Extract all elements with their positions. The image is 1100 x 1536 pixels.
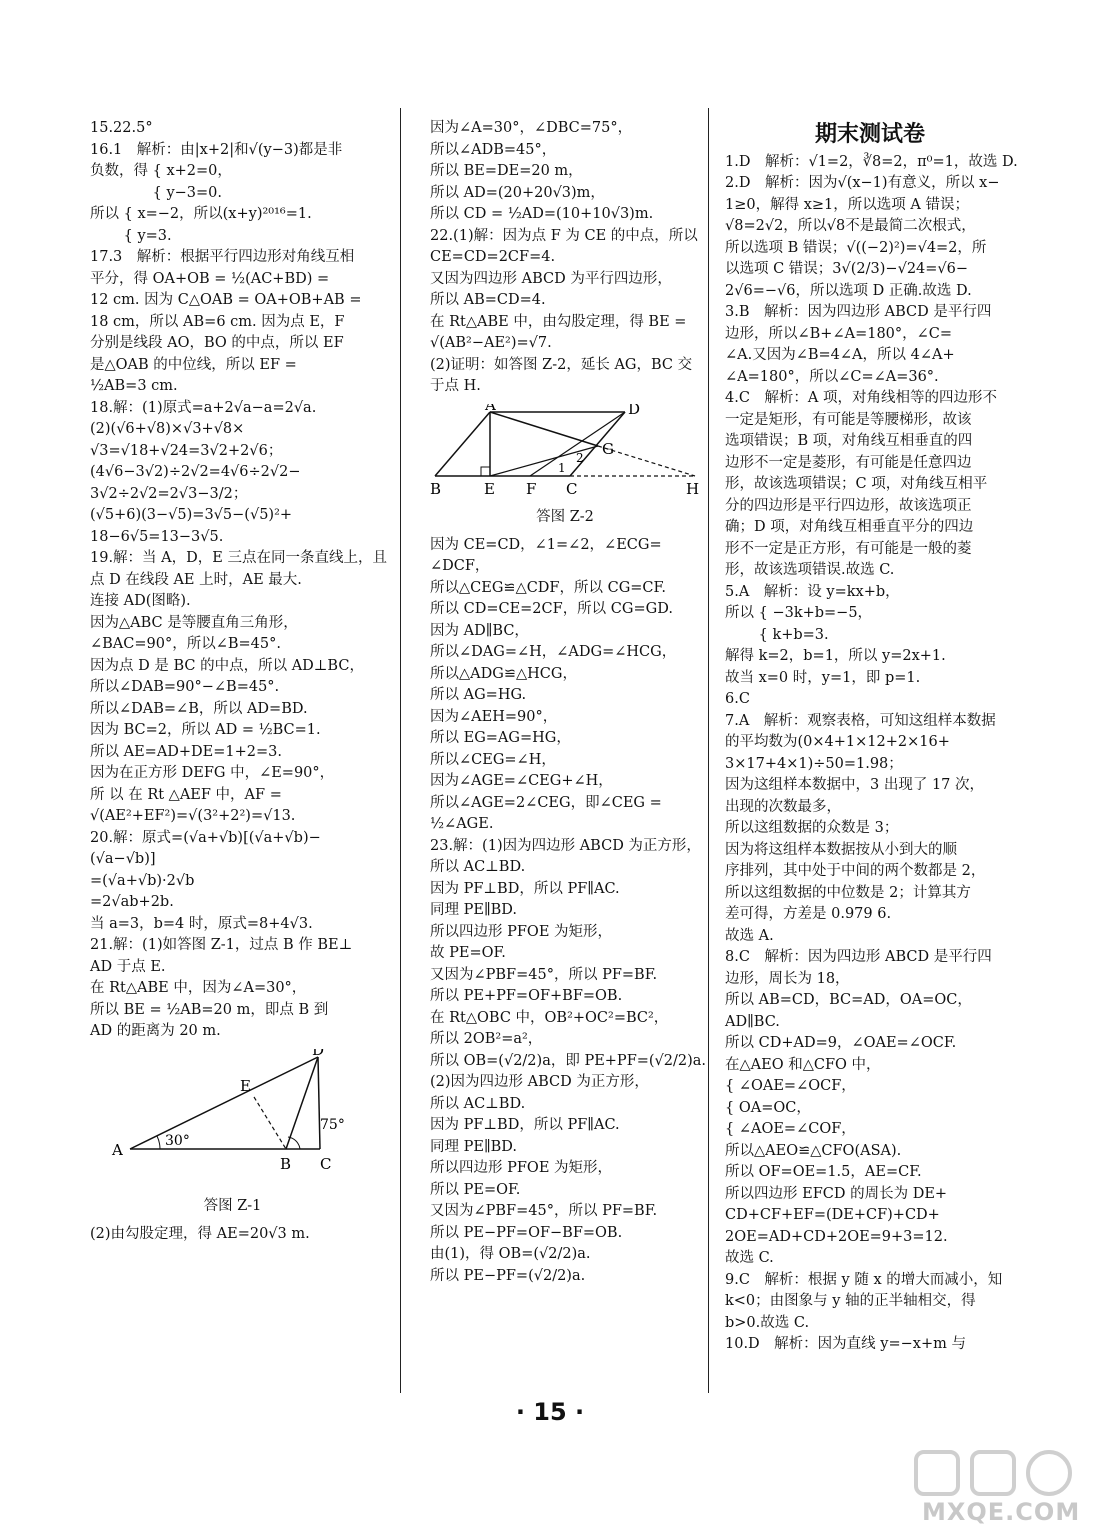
- col2-after-line: 所以△ADG≌△HCG，: [430, 665, 577, 682]
- col1-line: 所以 BE = ½AB=20 m，即点 B 到: [90, 1001, 329, 1018]
- middle-column: [430, 118, 707, 1287]
- col3-line: 所以这组数据的中位数是 2；计算其方: [725, 884, 971, 901]
- col3-line: 5.A 解析：设 y=kx+b，: [725, 583, 900, 600]
- col1-line: ½AB=3 cm.: [90, 378, 178, 394]
- col3-line: AD∥BC.: [725, 1013, 780, 1030]
- col2-after-line: 因为 AD∥BC，: [430, 622, 529, 639]
- col3-line: b>0.故选 C.: [725, 1314, 810, 1331]
- col2-after-line: 所以 AC⊥BD.: [430, 859, 526, 875]
- col1-line: 12 cm. 因为 C△OAB = OA+OB+AB =: [90, 292, 362, 308]
- col1-line: 15.22.5°: [90, 120, 153, 136]
- figure-z1-caption: 答图 Z-1: [203, 1198, 262, 1214]
- col3-line: 3×17+4×1)÷50=1.98；: [725, 755, 903, 772]
- col1-line: 20.解：原式=(√a+√b)[(√a+√b)−: [90, 829, 321, 846]
- col2-line: 所以 AD=(20+20√3)m，: [430, 184, 605, 201]
- col3-line: 边形，周长为 18，: [725, 970, 850, 987]
- col2-after-line: 故 PE=OF.: [430, 945, 506, 961]
- col3-line: 故选 C.: [725, 1250, 774, 1266]
- col3-line: 差可得，方差是 0.979 6.: [725, 906, 892, 922]
- col1-line: 17.3 解析：根据平行四边形对角线互相: [90, 249, 355, 265]
- col1-line: 19.解：当 A，D，E 三点在同一条直线上，且: [90, 550, 387, 566]
- col3-line: 8.C 解析：因为四边形 ABCD 是平行四: [725, 949, 992, 965]
- col1-line: 因为点 D 是 BC 的中点，所以 AD⊥BC，: [90, 657, 364, 674]
- col3-line: 2.D 解析：因为√(x−1)有意义，所以 x−: [725, 175, 1000, 191]
- col1-line: (2)(√6+√8)×√3+√8×: [90, 421, 245, 437]
- col3-line: 因为这组样本数据中，3 出现了 17 次，: [725, 777, 985, 793]
- col3-line: 选项错误；B 项，对角线互相垂直的四: [725, 433, 973, 449]
- col3-line: 分的四边形是平行四边形，故该选项正: [725, 497, 972, 514]
- col1-line: (√a−√b)]: [90, 851, 156, 867]
- col2-after-line: 因为∠AGE=∠CEG+∠H，: [430, 773, 613, 789]
- col1-line: 负数，得 { x+2=0，: [90, 163, 232, 179]
- col3-line: 1.D 解析：√1=2，∛8=2，π⁰=1，故选 D.: [725, 153, 1018, 170]
- col2-line: 所以∠ADB=45°，: [430, 141, 557, 158]
- col2-after-line: 所以∠DAG=∠H，∠ADG=∠HCG，: [430, 644, 677, 660]
- col2-after-line: 所以 AC⊥BD.: [430, 1095, 526, 1112]
- col1-line: 18 cm，所以 AB=6 cm. 因为点 E，F: [90, 313, 345, 330]
- col2-after-line: 所以∠AGE=2∠CEG，即∠CEG =: [430, 794, 662, 811]
- col3-line: 确；D 项，对角线互相垂直平分的四边: [725, 519, 974, 535]
- col3-line: 所以四边形 EFCD 的周长为 DE+: [725, 1185, 948, 1202]
- col3-line: √8=2√2，所以√8不是最简二次根式，: [725, 218, 976, 234]
- col3-line: 以选项 C 错误；3√(2/3)−√24=√6−: [725, 261, 969, 277]
- col2-after-line: 同理 PE∥BD.: [430, 902, 518, 918]
- col2-after-line: (2)因为四边形 ABCD 为正方形，: [430, 1074, 649, 1090]
- col1-line: =2√ab+2b.: [90, 894, 174, 910]
- watermark-text: MXQE.COM: [922, 1498, 1081, 1526]
- col2-line: 22.(1)解：因为点 F 为 CE 的中点，所以: [430, 227, 698, 244]
- col1-line: √(AE²+EF²)=√(3²+2²)=√13.: [90, 808, 296, 824]
- col1-line: 3√2÷2√2=2√3−3/2；: [90, 485, 248, 502]
- fig2-label-f: F: [526, 479, 537, 498]
- col2-line: 所以 BE=DE=20 m，: [430, 163, 583, 179]
- col1-line: AD 的距离为 20 m.: [90, 1023, 221, 1039]
- col3-line: 所以选项 B 错误；√((−2)²)=√4=2，所: [725, 239, 987, 256]
- col2-after-line: 由(1)，得 OB=(√2/2)a.: [430, 1246, 591, 1262]
- col1-line: ∠BAC=90°，所以∠B=45°.: [90, 636, 281, 652]
- col3-line: 边形不一定是菱形，有可能是任意四边: [725, 454, 972, 471]
- col1-line: 因为 BC=2，所以 AD = ½BC=1.: [90, 722, 321, 738]
- col3-line: 所以△AEO≌△CFO(ASA).: [725, 1142, 902, 1159]
- figure-z1: [90, 1049, 375, 1218]
- fig2-angle-2: 2: [576, 450, 584, 465]
- col1-line: 18−6√5=13−3√5.: [90, 528, 224, 545]
- col1-line: 所以∠DAB=90°−∠B=45°.: [90, 679, 280, 695]
- fig1-label-a: A: [112, 1140, 123, 1159]
- col1-line: 18.解：(1)原式=a+2√a−a=2√a.: [90, 399, 317, 416]
- col3-line: { ∠OAE=∠OCF，: [725, 1078, 856, 1094]
- watermark-glyph-icon: [912, 1448, 1082, 1498]
- col3-line: ∠A=180°，所以∠C=∠A=36°.: [725, 368, 939, 385]
- col3-line: 所以 CD+AD=9，∠OAE=∠OCF.: [725, 1035, 957, 1051]
- col3-line: 因为将这组样本数据按从小到大的顺: [725, 841, 957, 858]
- col3-line: 4.C 解析：A 项，对角线相等的四边形不: [725, 390, 998, 406]
- col1-line: (√5+6)(3−√5)=3√5−(√5)²+: [90, 507, 293, 523]
- fig2-label-c: C: [566, 479, 578, 498]
- col1-line: { y−3=0.: [90, 184, 222, 201]
- col3-line: 形，故该选项错误.故选 C.: [725, 562, 895, 578]
- col2-line: 于点 H.: [430, 378, 481, 394]
- col2-after-line: 所以 EG=AG=HG，: [430, 730, 571, 746]
- col3-line: { k+b=3.: [725, 626, 829, 643]
- col2-after-line: 所以 OB=(√2/2)a，即 PE+PF=(√2/2)a.: [430, 1052, 707, 1069]
- figure-z2-diagram: [430, 404, 700, 500]
- col3-line: 所以 AB=CD，BC=AD，OA=OC，: [725, 992, 972, 1008]
- fig2-label-b: B: [430, 479, 442, 498]
- col2-after-line: 所以△CEG≌△CDF，所以 CG=CF.: [430, 579, 666, 596]
- col3-line: { OA=OC，: [725, 1099, 811, 1116]
- col3-line: 故当 x=0 时，y=1，即 p=1.: [725, 669, 921, 686]
- col1-line: 当 a=3，b=4 时，原式=8+4√3.: [90, 915, 313, 932]
- col3-line: 形不一定是正方形，有可能是一般的菱: [725, 540, 972, 557]
- col3-line: 1≥0，解得 x≥1，所以选项 A 错误；: [725, 196, 969, 213]
- col3-line: 的平均数为(0×4+1×12+2×16+: [725, 734, 950, 750]
- col3-line: 形，故该选项错误；C 项，对角线互相平: [725, 476, 988, 492]
- col2-after-line: 在 Rt△OBC 中，OB²+OC²=BC²，: [430, 1009, 669, 1026]
- fig1-label-d: D: [312, 1048, 325, 1059]
- col2-after-line: 因为 CE=CD，∠1=∠2，∠ECG=: [430, 536, 662, 553]
- col1-line: 因为△ABC 是等腰直角三角形，: [90, 614, 298, 631]
- col1-line: 21.解：(1)如答图 Z-1，过点 B 作 BE⊥: [90, 937, 353, 953]
- fig2-label-g: G: [602, 439, 614, 458]
- col2-line: 所以 AB=CD=4.: [430, 292, 546, 308]
- col3-line: ∠A.又因为∠B=4∠A，所以 4∠A+: [725, 347, 955, 363]
- col2-after-line: 所以 CD=CE=2CF，所以 CG=GD.: [430, 601, 673, 617]
- col2-after-line: 所以 PE−PF=(√2/2)a.: [430, 1267, 586, 1284]
- col2-after-line: 所以 PE−PF=OF−BF=OB.: [430, 1224, 623, 1241]
- col3-line: 9.C 解析：根据 y 随 x 的增大而减小，知: [725, 1271, 1003, 1288]
- col3-line: 所以 { −3k+b=−5，: [725, 605, 873, 621]
- col3-line: 边形，所以∠B+∠A=180°，∠C=: [725, 325, 953, 342]
- col1-line: { y=3.: [90, 227, 172, 244]
- col1-line: 点 D 在线段 AE 上时，AE 最大.: [90, 571, 302, 588]
- col3-line: CD+CF+EF=(DE+CF)+CD+: [725, 1207, 940, 1223]
- col2-after-line: 所以四边形 PFOE 为矩形，: [430, 923, 613, 940]
- col2-after-line: 因为 PF⊥BD，所以 PF∥AC.: [430, 880, 620, 897]
- fig1-angle-30: 30°: [165, 1132, 190, 1149]
- fig2-label-e: E: [484, 479, 495, 498]
- col2-line: (2)证明：如答图 Z-2，延长 AG，BC 交: [430, 356, 693, 373]
- col3-line: 解得 k=2，b=1，所以 y=2x+1.: [725, 648, 946, 664]
- col2-after-line: 所以四边形 PFOE 为矩形，: [430, 1160, 613, 1176]
- col1-line: =(√a+√b)·2√b: [90, 872, 195, 889]
- col1-line: 所以 AE=AD+DE=1+2=3.: [90, 743, 283, 760]
- fig2-label-a: A: [485, 403, 496, 414]
- figure-z1-diagram: [90, 1049, 350, 1189]
- col3-line: 一定是矩形，有可能是等腰梯形，故该: [725, 411, 972, 428]
- col2-after-line: 所以∠CEG=∠H，: [430, 751, 556, 768]
- col2-after-line: ½∠AGE.: [430, 816, 494, 832]
- col2-after-line: 同理 PE∥BD.: [430, 1138, 518, 1155]
- col2-after-line: 又因为∠PBF=45°，所以 PF=BF.: [430, 1203, 658, 1219]
- col1-line: (4√6−3√2)÷2√2=4√6÷2√2−: [90, 464, 301, 480]
- col2-line: 又因为四边形 ABCD 为平行四边形，: [430, 270, 672, 287]
- fig2-label-h: H: [686, 479, 700, 498]
- page-number: · 15 ·: [515, 1398, 585, 1426]
- fig2-label-d: D: [628, 403, 641, 418]
- col2-line: 所以 CD = ½AD=(10+10√3)m.: [430, 206, 654, 222]
- col2-line: √(AB²−AE²)=√7.: [430, 335, 552, 351]
- col1-line: 所以 { x=−2，所以(x+y)²⁰¹⁶=1.: [90, 206, 312, 222]
- col2-after-line: 所以 PE+PF=OF+BF=OB.: [430, 988, 623, 1004]
- section-title: 期末测试卷: [814, 122, 925, 147]
- col1-line: 因为在正方形 DEFG 中，∠E=90°，: [90, 765, 335, 781]
- col3-line: 故选 A.: [725, 927, 774, 944]
- col2-line: CE=CD=2CF=4.: [430, 249, 556, 265]
- col3-line: 出现的次数最多，: [725, 798, 841, 815]
- figure-z2: [430, 404, 700, 529]
- left-column: [90, 118, 387, 1245]
- col2-line: 在 Rt△ABE 中，由勾股定理，得 BE =: [430, 313, 687, 330]
- col1-line: 所以∠DAB=∠B，所以 AD=BD.: [90, 700, 308, 717]
- col1-line: 所 以 在 Rt △AEF 中，AF =: [90, 786, 282, 803]
- col1-line: 分别是线段 AO，BO 的中点，所以 EF: [90, 335, 344, 351]
- col3-line: 3.B 解析：因为四边形 ABCD 是平行四: [725, 304, 992, 320]
- col2-after-line: 所以 PE=OF.: [430, 1181, 521, 1198]
- figure-z2-caption: 答图 Z-2: [536, 509, 594, 525]
- col1-line: 是△OAB 的中位线，所以 EF =: [90, 356, 297, 373]
- right-column: [725, 118, 1018, 1356]
- fig1-label-c: C: [320, 1154, 332, 1173]
- col3-line: 所以这组数据的众数是 3；: [725, 820, 899, 836]
- col1-after-line: (2)由勾股定理，得 AE=20√3 m.: [90, 1225, 310, 1242]
- col2-after-line: 所以 2OB²=a²，: [430, 1031, 543, 1047]
- col3-line: 2√6=−√6，所以选项 D 正确.故选 D.: [725, 282, 972, 299]
- col3-line: k<0；由图象与 y 轴的正半轴相交，得: [725, 1293, 976, 1309]
- fig1-label-e: E: [240, 1076, 251, 1095]
- col2-after-line: 因为 PF⊥BD，所以 PF∥AC.: [430, 1117, 620, 1133]
- col3-line: 在△AEO 和△CFO 中，: [725, 1056, 881, 1073]
- col1-line: 16.1 解析：由|x+2|和√(y−3)都是非: [90, 141, 343, 158]
- col3-line: 6.C: [725, 691, 750, 707]
- col2-line: 因为∠A=30°，∠DBC=75°，: [430, 120, 633, 136]
- col1-line: 平分，得 OA+OB = ½(AC+BD) =: [90, 270, 330, 287]
- col1-line: 连接 AD(图略).: [90, 593, 191, 609]
- watermark-logo: [912, 1448, 1092, 1530]
- column-divider-1: [400, 108, 401, 1393]
- col1-line: 在 Rt△ABE 中，因为∠A=30°，: [90, 980, 307, 996]
- col2-after-line: 因为∠AEH=90°，: [430, 708, 558, 725]
- col3-line: { ∠AOE=∠COF，: [725, 1121, 856, 1137]
- col3-line: 10.D 解析：因为直线 y=−x+m 与: [725, 1336, 966, 1352]
- col2-after-line: 23.解：(1)因为四边形 ABCD 为正方形，: [430, 837, 701, 854]
- col3-line: 序排列，其中处于中间的两个数都是 2，: [725, 863, 986, 879]
- column-divider-2: [708, 108, 709, 1393]
- fig1-angle-75: 75°: [320, 1116, 345, 1133]
- col3-line: 2OE=AD+CD+2OE=9+3=12.: [725, 1228, 948, 1245]
- col3-line: 所以 OF=OE=1.5，AE=CF.: [725, 1164, 922, 1180]
- col2-after-line: ∠DCF，: [430, 558, 490, 574]
- col1-line: AD 于点 E.: [90, 958, 166, 975]
- col1-line: √3=√18+√24=3√2+2√6；: [90, 442, 283, 459]
- fig1-label-b: B: [280, 1154, 292, 1173]
- fig2-angle-1: 1: [558, 460, 566, 475]
- col3-line: 7.A 解析：观察表格，可知这组样本数据: [725, 712, 996, 729]
- col2-after-line: 又因为∠PBF=45°，所以 PF=BF.: [430, 966, 658, 983]
- col2-after-line: 所以 AG=HG.: [430, 687, 527, 703]
